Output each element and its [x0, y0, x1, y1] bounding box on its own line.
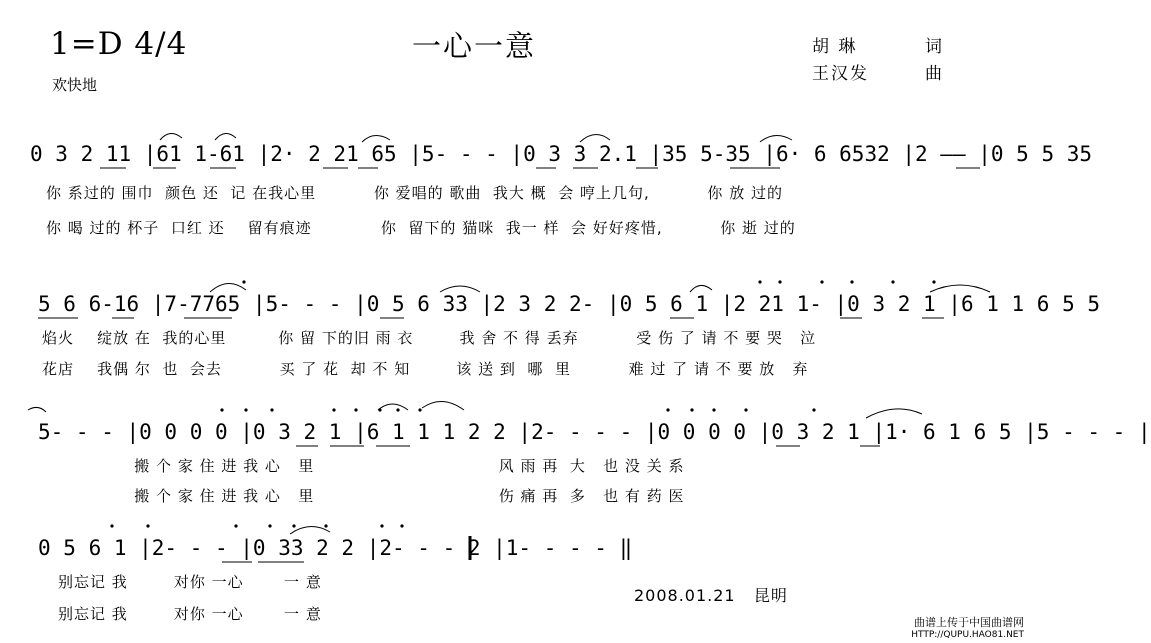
slur-mark — [440, 286, 480, 292]
octave-dot — [418, 408, 421, 411]
notation-row-3: 5- - - |0 0 0 0 |0 3 2 1 |6 1 1 1 2 2 |2- - - - |0 0 0 0 |0 3 2 1 |1· 6 1 6 5 |5 - - - | — [38, 420, 1151, 444]
date-text: 2008.01.21 — [634, 586, 736, 605]
watermark-url: HTTP://QUPU.HAO81.NET — [911, 630, 1024, 640]
slur-mark — [160, 133, 182, 140]
lyrics-row-4-verse-1: 别忘记 我 对你 一心 一 意 — [58, 573, 322, 591]
octave-dot — [324, 524, 327, 527]
slur-mark — [930, 285, 990, 292]
octave-dot — [712, 408, 715, 411]
place-text: 昆明 — [753, 586, 788, 605]
octave-dot — [378, 408, 381, 411]
octave-dot — [744, 408, 747, 411]
octave-dot — [400, 524, 403, 527]
octave-dot — [354, 408, 357, 411]
notation-row-2: 5 6 6-16 |7-7765 |5- - - |0 5 6 33 |2 3 2 2- |0 5 6 1 |2 21 1- |0 3 2 1 |6 1 1 6 5 5 — [38, 292, 1101, 316]
octave-dot — [396, 408, 399, 411]
notation-row-4: 0 5 6 1 |2- - - |0 33 2 2 |2- - - 2 |1- - - - ‖ — [38, 536, 633, 560]
octave-dot — [666, 408, 669, 411]
slur-mark — [290, 526, 330, 534]
octave-dot — [820, 280, 823, 283]
slur-mark — [760, 135, 792, 142]
slur-mark — [362, 135, 390, 142]
slur-mark — [690, 285, 712, 292]
slur-mark — [378, 404, 408, 410]
lyrics-row-3-verse-1: 搬 个 家 住 进 我 心 里 风 雨 再 大 也 没 关 系 — [42, 457, 685, 475]
composer-name: 王汉发 — [812, 64, 869, 84]
octave-dot — [778, 280, 781, 283]
octave-dot — [758, 280, 761, 283]
octave-dot — [850, 280, 853, 283]
lyrics-row-2-verse-2: 花店 我偶 尔 也 会去 买 了 花 却 不 知 该 送 到 哪 里 难 过 了 请 不 要 放 弃 — [42, 360, 809, 378]
lyrics-row-3-verse-2: 搬 个 家 住 进 我 心 里 伤 痛 再 多 也 有 药 医 — [42, 487, 685, 505]
lyricist-name: 胡 琳 — [812, 37, 858, 57]
lyrics-row-1-verse-2: 你 喝 过的 杯子 口红 还 留有痕迹 你 留下的 猫咪 我一 样 会 好好疼惜, 你 逝 过的 — [46, 219, 796, 237]
song-title: 一心一意 — [412, 29, 537, 63]
slur-mark — [210, 283, 246, 292]
slur-mark — [866, 409, 922, 418]
octave-dot — [234, 524, 237, 527]
octave-dot — [244, 408, 247, 411]
watermark-text: 曲谱上传于中国曲谱网 — [914, 616, 1024, 629]
octave-dot — [268, 524, 271, 527]
slur-mark — [28, 407, 46, 412]
octave-dot — [812, 408, 815, 411]
lyrics-row-1-verse-1: 你 系过的 围巾 颜色 还 记 在我心里 你 爱唱的 歌曲 我大 概 会 哼上几句, 你 放 过的 — [46, 184, 783, 202]
octave-dot — [270, 408, 273, 411]
key-signature: 1=D 4/4 — [50, 26, 188, 62]
slur-mark — [580, 134, 610, 142]
octave-dot — [690, 408, 693, 411]
lyrics-row-2-verse-1: 焰火 绽放 在 我的心里 你 留 下的旧 雨 衣 我 舍 不 得 丢弃 受 伤 了 请 不 要 哭 泣 — [42, 329, 817, 347]
octave-dot — [110, 524, 113, 527]
notation-row-1: 0 3 2 11 |61 1-61 |2· 2 21 65 |5- - - |0 3 3 2.1 |35 5-35 |6· 6 6532 |2 —— |0 5 5 35 — [30, 142, 1093, 166]
composer-label: 曲 — [925, 64, 944, 84]
octave-dot — [242, 280, 245, 283]
octave-dot — [932, 280, 935, 283]
lyrics-row-4-verse-2: 别忘记 我 对你 一心 一 意 — [58, 605, 322, 623]
octave-dot — [891, 280, 894, 283]
slur-mark — [215, 133, 236, 140]
octave-dot — [292, 524, 295, 527]
octave-dot — [146, 524, 149, 527]
slur-mark — [422, 401, 464, 410]
tempo-marking: 欢快地 — [52, 76, 98, 94]
octave-dot — [332, 408, 335, 411]
lyricist-label: 词 — [925, 37, 944, 57]
octave-dot — [380, 524, 383, 527]
octave-dot — [220, 408, 223, 411]
